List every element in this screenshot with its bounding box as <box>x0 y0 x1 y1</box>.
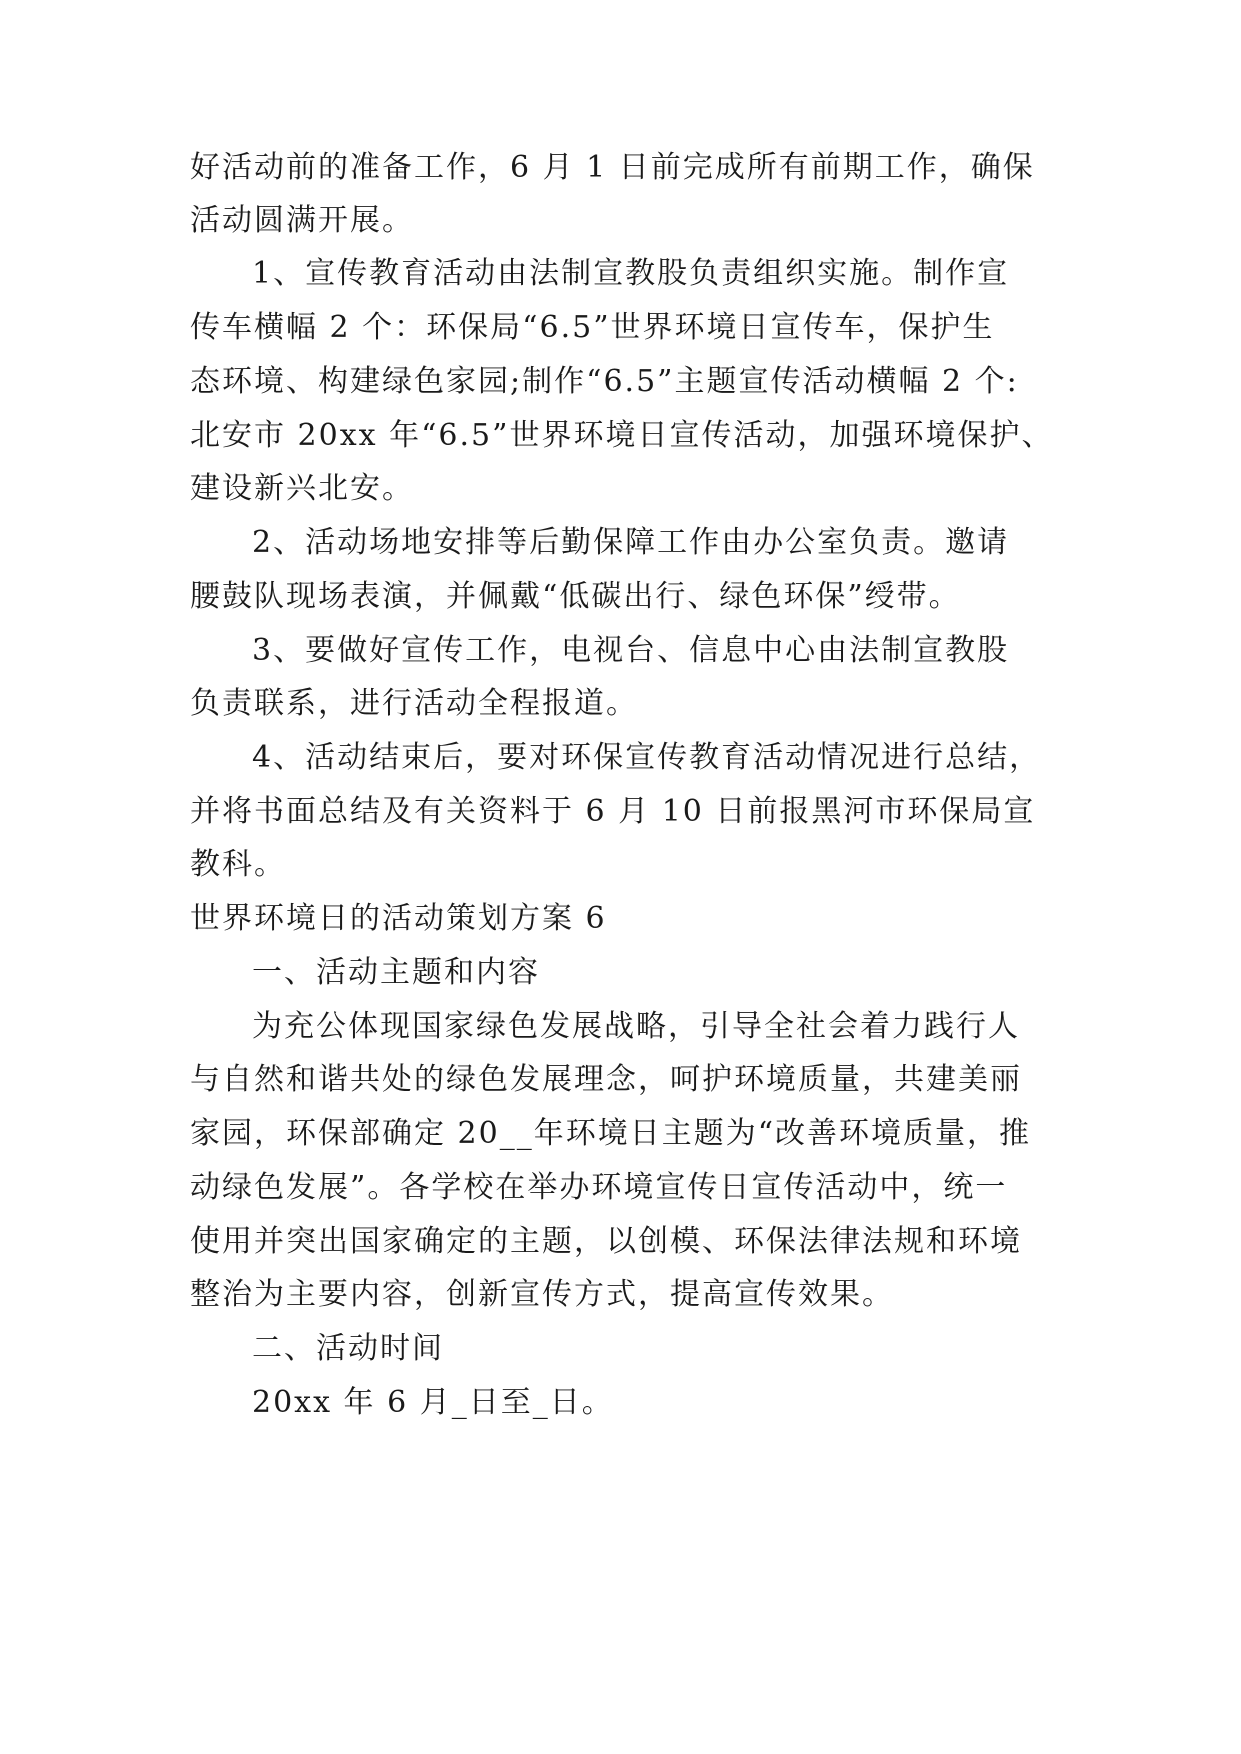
paragraph-line: 态环境、构建绿色家园;制作“6.5”主题宣传活动横幅 2 个: <box>190 364 1019 399</box>
paragraph-line: 活动圆满开展。 <box>190 203 414 238</box>
paragraph-line: 整治为主要内容，创新宣传方式，提高宣传效果。 <box>190 1277 894 1312</box>
paragraph-line: 教科。 <box>190 847 286 882</box>
paragraph-line: 1、宣传教育活动由法制宣教股负责组织实施。制作宣 <box>252 256 1010 291</box>
paragraph-line: 为充公体现国家绿色发展战略，引导全社会着力践行人 <box>252 1009 1020 1044</box>
section-heading: 二、活动时间 <box>252 1331 444 1366</box>
section-heading: 一、活动主题和内容 <box>252 955 540 990</box>
paragraph-line: 使用并突出国家确定的主题，以创模、环保法律法规和环境 <box>190 1224 1022 1259</box>
paragraph-line: 腰鼓队现场表演，并佩戴“低碳出行、绿色环保”绶带。 <box>190 579 961 614</box>
paragraph-line: 2、活动场地安排等后勤保障工作由办公室负责。邀请 <box>252 525 1010 560</box>
paragraph-line: 北安市 20xx 年“6.5”世界环境日宣传活动，加强环境保护、 <box>190 418 1054 453</box>
paragraph-line: 20xx 年 6 月_日至_日。 <box>252 1385 614 1420</box>
paragraph-line: 负责联系，进行活动全程报道。 <box>190 686 638 721</box>
paragraph-line: 并将书面总结及有关资料于 6 月 10 日前报黑河市环保局宣 <box>190 794 1036 829</box>
paragraph-line: 4、活动结束后，要对环保宣传教育活动情况进行总结， <box>252 740 1042 775</box>
paragraph-line: 3、要做好宣传工作，电视台、信息中心由法制宣教股 <box>252 633 1010 668</box>
paragraph-line: 好活动前的准备工作，6 月 1 日前完成所有前期工作，确保 <box>190 150 1035 185</box>
paragraph-line: 建设新兴北安。 <box>190 471 414 506</box>
section-title: 世界环境日的活动策划方案 6 <box>190 901 607 936</box>
paragraph-line: 动绿色发展”。各学校在举办环境宣传日宣传活动中，统一 <box>190 1170 1008 1205</box>
paragraph-line: 传车横幅 2 个：环保局“6.5”世界环境日宣传车，保护生 <box>190 310 995 345</box>
paragraph-line: 与自然和谐共处的绿色发展理念，呵护环境质量，共建美丽 <box>190 1062 1022 1097</box>
paragraph-line: 家园，环保部确定 20__年环境日主题为“改善环境质量，推 <box>190 1116 1032 1151</box>
